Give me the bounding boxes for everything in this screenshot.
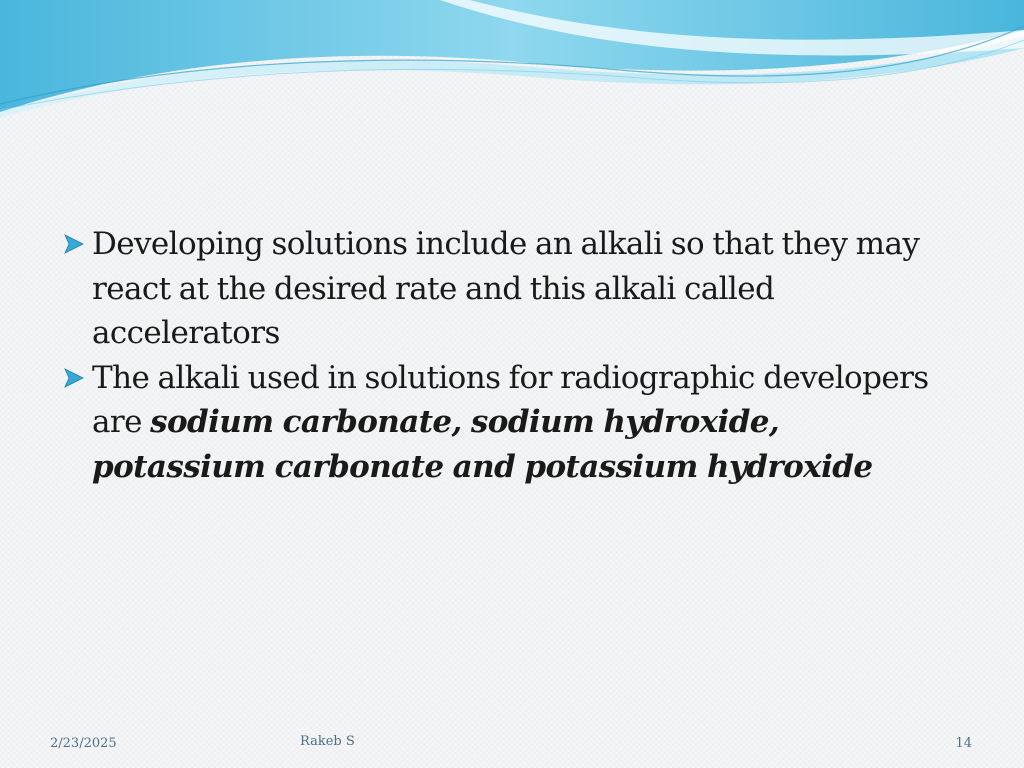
footer-page-number: 14: [955, 736, 972, 751]
header-wave-decoration: [0, 0, 1024, 120]
arrow-bullet-icon: [62, 367, 86, 389]
slide-body: [62, 222, 942, 489]
footer-author: Rakeb S: [300, 734, 355, 749]
footer-date: 2/23/2025: [50, 736, 117, 751]
bullet-text: Developing solutions include an alkali so that they may react at the desired rate and this alkali called accelerators: [92, 226, 920, 351]
bullet-text: The alkali used in solutions for radiographic developers are: [92, 359, 929, 440]
bullet-item-1: [62, 222, 942, 356]
bullet-item-2: [62, 356, 942, 490]
bullet-emphasis: sodium carbonate, sodium hydroxide, potassium carbonate and potassium hydroxide: [92, 404, 873, 485]
arrow-bullet-icon: [62, 233, 86, 255]
